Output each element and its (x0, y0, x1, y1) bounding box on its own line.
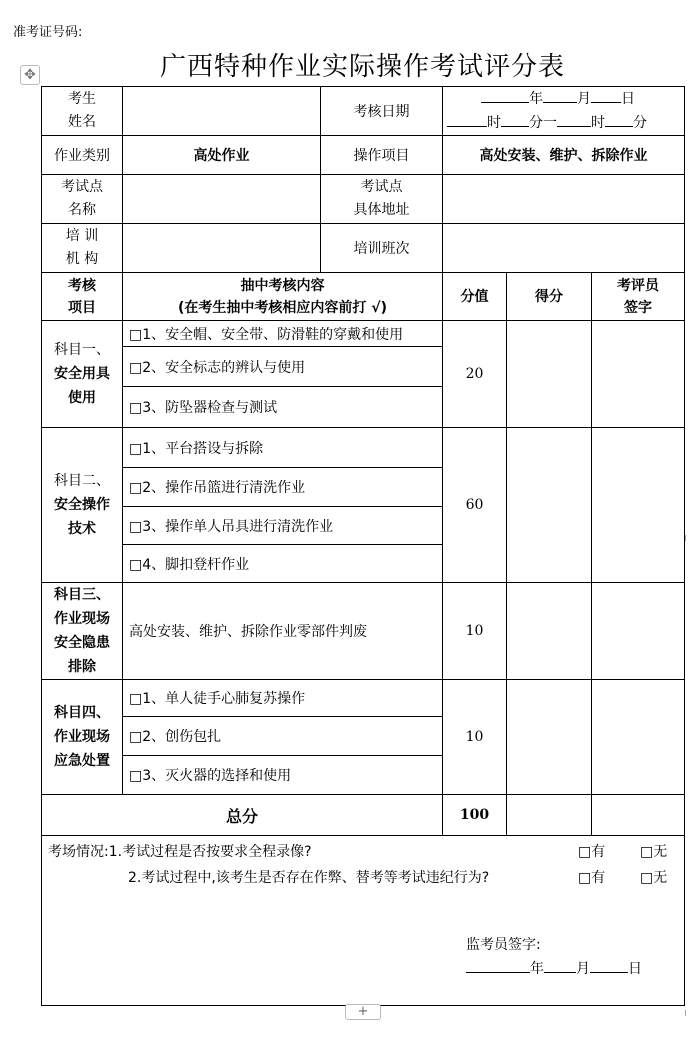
exam-site-address-label: 考试点 具体地址 (321, 175, 443, 224)
subject-1-examiner-sign[interactable] (592, 321, 685, 428)
q1-no-checkbox[interactable]: □无 (640, 844, 668, 860)
subject-3-score-obtained[interactable] (507, 583, 592, 680)
total-label: 总分 (42, 795, 443, 836)
total-score-obtained[interactable] (507, 795, 592, 836)
q2-no-checkbox[interactable]: □无 (640, 870, 668, 886)
subject-4-item-3[interactable]: □3、灭火器的选择和使用 (123, 756, 443, 795)
exam-site-address-field[interactable] (443, 175, 685, 224)
exam-notes (42, 836, 685, 1006)
subject-2-score-obtained[interactable] (507, 428, 592, 583)
total-value: 100 (443, 795, 507, 836)
subject-2-item-1[interactable]: □1、平台搭设与拆除 (123, 428, 443, 468)
operation-item-label: 操作项目 (321, 136, 443, 175)
q2-yes-checkbox[interactable]: □有 (578, 870, 606, 886)
notes-label: 考场情况: (48, 844, 109, 860)
job-category-label: 作业类别 (42, 136, 123, 175)
subject-4-name: 科目四、 作业现场 应急处置 (42, 680, 123, 795)
subject-3-item-1: 高处安装、维护、拆除作业零部件判废 (123, 583, 443, 680)
subject-4-item-2[interactable]: □2、创伤包扎 (123, 717, 443, 756)
subject-2-score: 60 (443, 428, 507, 583)
q1-yes-checkbox[interactable]: □有 (578, 844, 606, 860)
subject-4-score: 10 (443, 680, 507, 795)
exam-number-label: 准考证号码: (13, 25, 83, 40)
job-category-value: 高处作业 (123, 136, 321, 175)
notes-question-1: 1.考试过程是否按要求全程录像? (108, 844, 312, 860)
header-content: 抽中考核内容 (在考生抽中考核相应内容前打 √) (123, 273, 443, 321)
subject-2-item-2[interactable]: □2、操作吊篮进行清洗作业 (123, 468, 443, 507)
training-org-label: 培 训 机 构 (42, 224, 123, 273)
subject-3-score: 10 (443, 583, 507, 680)
subject-4-item-1[interactable]: □1、单人徒手心肺复苏操作 (123, 680, 443, 717)
subject-1-item-2[interactable]: □2、安全标志的辨认与使用 (123, 347, 443, 387)
page-edge-mark (685, 535, 689, 541)
header-examiner: 考评员 签字 (592, 273, 685, 321)
table-move-icon[interactable]: ✥ (20, 65, 40, 85)
score-table (41, 86, 685, 1006)
subject-4-score-obtained[interactable] (507, 680, 592, 795)
subject-2-name: 科目二、 安全操作 技术 (42, 428, 123, 583)
exam-date-label: 考核日期 (321, 87, 443, 136)
subject-4-examiner-sign[interactable] (592, 680, 685, 795)
subject-3-name: 科目三、 作业现场 安全隐患 排除 (42, 583, 123, 680)
page-title: 广西特种作业实际操作考试评分表 (159, 52, 565, 82)
operation-item-value: 高处安装、维护、拆除作业 (443, 136, 685, 175)
exam-date-field[interactable]: 年 月 日 时 分一 时 分 (443, 87, 685, 136)
subject-1-score: 20 (443, 321, 507, 428)
candidate-name-field[interactable] (123, 87, 321, 136)
subject-1-score-obtained[interactable] (507, 321, 592, 428)
training-org-field[interactable] (123, 224, 321, 273)
subject-2-item-4[interactable]: □4、脚扣登杆作业 (123, 545, 443, 583)
exam-site-name-field[interactable] (123, 175, 321, 224)
subject-1-item-3[interactable]: □3、防坠器检查与测试 (123, 387, 443, 428)
page-edge-mark (685, 1010, 689, 1016)
proctor-signature[interactable]: 监考员签字: 年 月 日 (466, 937, 642, 977)
add-row-icon[interactable]: + (345, 1004, 381, 1020)
subject-1-name: 科目一、 安全用具 使用 (42, 321, 123, 428)
header-score-value: 分值 (443, 273, 507, 321)
total-examiner-sign[interactable] (592, 795, 685, 836)
subject-3-examiner-sign[interactable] (592, 583, 685, 680)
subject-2-item-3[interactable]: □3、操作单人吊具进行清洗作业 (123, 507, 443, 545)
exam-site-name-label: 考试点 名称 (42, 175, 123, 224)
notes-question-2: 2.考试过程中,该考生是否存在作弊、替考等考试违纪行为? (128, 870, 490, 886)
training-class-field[interactable] (443, 224, 685, 273)
candidate-name-label: 考生 姓名 (42, 87, 123, 136)
header-item: 考核 项目 (42, 273, 123, 321)
header-score-obtained: 得分 (507, 273, 592, 321)
training-class-label: 培训班次 (321, 224, 443, 273)
subject-2-examiner-sign[interactable] (592, 428, 685, 583)
subject-1-item-1[interactable]: □1、安全帽、安全带、防滑鞋的穿戴和使用 (123, 321, 443, 347)
